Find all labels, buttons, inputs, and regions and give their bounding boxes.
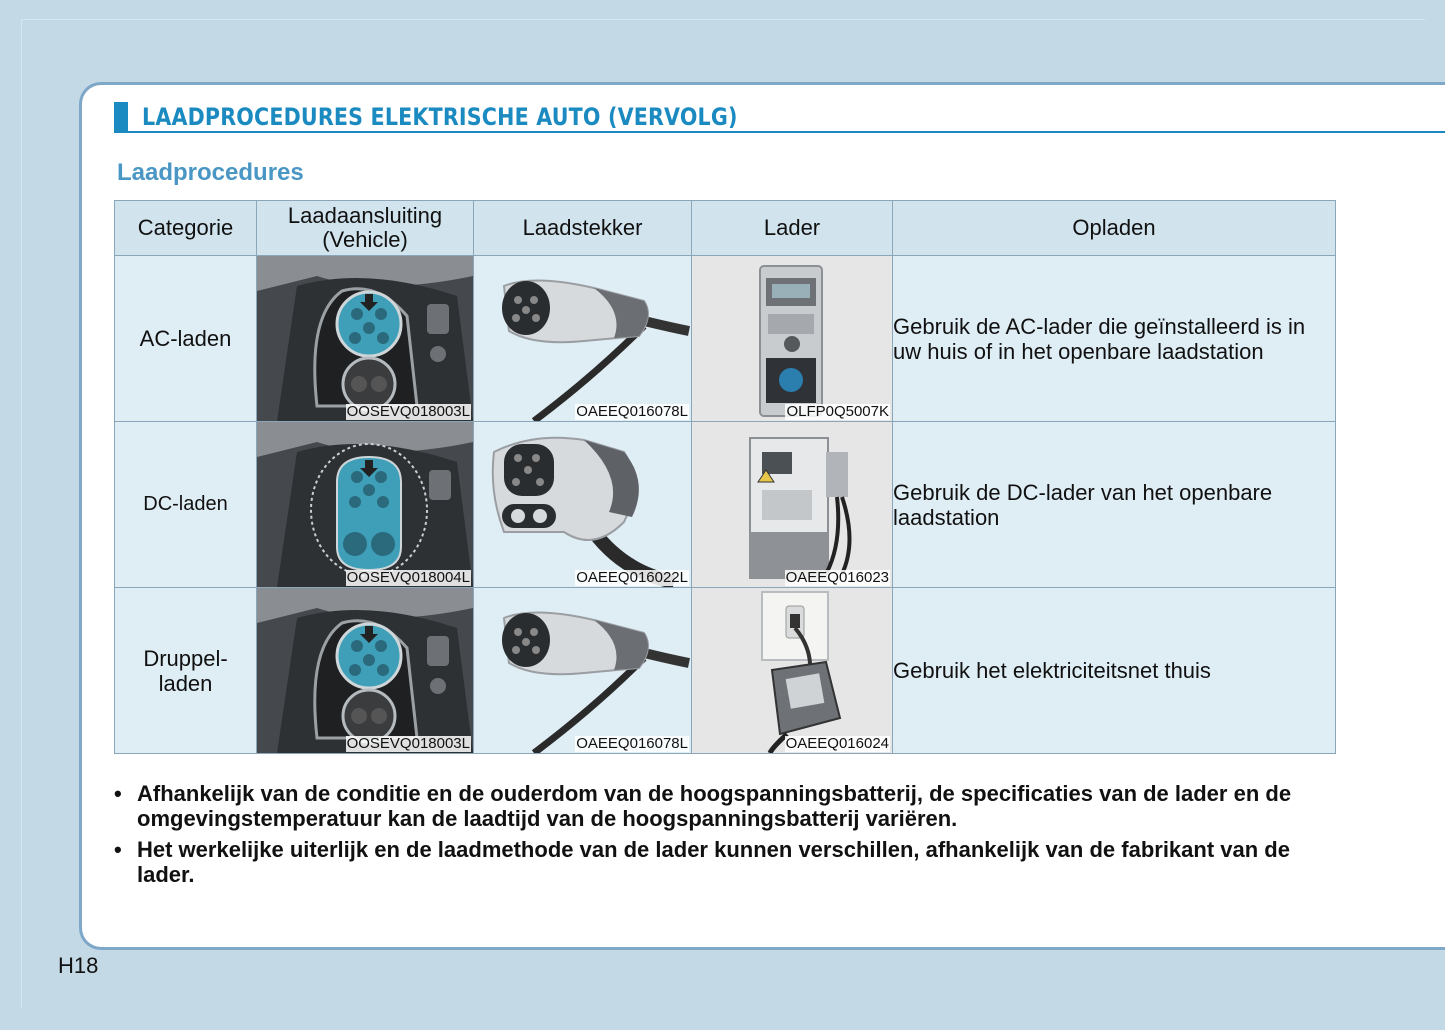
charger-image-code: OAEEQ016023	[785, 569, 889, 586]
header-port	[257, 201, 474, 256]
charging-table	[114, 200, 1336, 754]
header-charger: Lader	[692, 201, 893, 256]
portable-charger-photo-icon	[692, 588, 892, 753]
charger-image-code: OLFP0Q5007K	[786, 403, 889, 420]
charger-image-cell	[692, 588, 893, 754]
header-charging: Opladen	[893, 201, 1336, 256]
row-description: Gebruik het elektriciteitsnet thuis	[893, 588, 1336, 754]
bullet-icon: •	[114, 781, 122, 806]
subtitle: Laadprocedures	[117, 159, 304, 186]
row-category-line1: Druppel-	[143, 645, 228, 671]
charger-image-code: OAEEQ016024	[785, 735, 889, 752]
wall-charger-photo-icon	[692, 256, 892, 421]
header-plug: Laadstekker	[474, 201, 692, 256]
header-port-line1: Laadaansluiting	[287, 203, 443, 228]
section-title: LAADPROCEDURES ELEKTRISCHE AUTO (VERVOLG)	[142, 103, 738, 131]
row-category: DC-laden	[115, 422, 257, 588]
table-row	[115, 588, 1336, 754]
row-category: AC-laden	[115, 256, 257, 422]
note-text: Het werkelijke uiterlijk en de laadmethode van de lader kunnen verschillen, afhankelijk van de fabrikant van de lader.	[137, 837, 1290, 887]
table-header-row	[115, 201, 1336, 256]
table-row	[115, 256, 1336, 422]
header-port-line2: (Vehicle)	[322, 227, 408, 252]
port-image-cell	[257, 422, 474, 588]
port-image-cell	[257, 256, 474, 422]
note-item	[114, 781, 1339, 831]
row-description: Gebruik de AC-lader die geïnstalleerd is in uw huis of in het openbare laadstation	[893, 256, 1336, 422]
ac-charging-port-photo-icon	[257, 588, 473, 753]
plug-image-cell	[474, 588, 692, 754]
plug-image-code: OAEEQ016078L	[576, 735, 688, 752]
row-category	[115, 588, 257, 754]
port-image-code: OOSEVQ018003L	[346, 735, 470, 752]
plug-image-code: OAEEQ016078L	[576, 403, 688, 420]
port-image-code: OOSEVQ018003L	[346, 403, 470, 420]
row-category-line2: laden	[158, 670, 213, 696]
table-row	[115, 422, 1336, 588]
plug-image-cell	[474, 256, 692, 422]
charger-image-cell	[692, 422, 893, 588]
dc-charging-port-photo-icon	[257, 422, 473, 587]
note-text: Afhankelijk van de conditie en de ouderdom van de hoogspanningsbatterij, de specificaties van de lader en de omgevingstemperatuur kan de laadtijd van de hoogspanningsbatterij variëren.	[137, 781, 1292, 831]
notes-list	[114, 781, 1339, 893]
row-description: Gebruik de DC-lader van het openbare laadstation	[893, 422, 1336, 588]
port-image-cell	[257, 588, 474, 754]
plug-image-code: OAEEQ016022L	[576, 569, 688, 586]
dc-charging-station-photo-icon	[692, 422, 892, 587]
ccs-plug-photo-icon	[474, 422, 691, 587]
header-category: Categorie	[115, 201, 257, 256]
charger-image-cell	[692, 256, 893, 422]
type2-plug-photo-icon	[474, 588, 691, 753]
plug-image-cell	[474, 422, 692, 588]
page-number: H18	[58, 953, 99, 978]
heading-accent-bar	[114, 102, 128, 133]
note-item	[114, 837, 1339, 887]
bullet-icon: •	[114, 837, 122, 862]
ac-charging-port-photo-icon	[257, 256, 473, 421]
port-image-code: OOSEVQ018004L	[346, 569, 470, 586]
type2-plug-photo-icon	[474, 256, 691, 421]
heading-underline	[114, 131, 1445, 133]
